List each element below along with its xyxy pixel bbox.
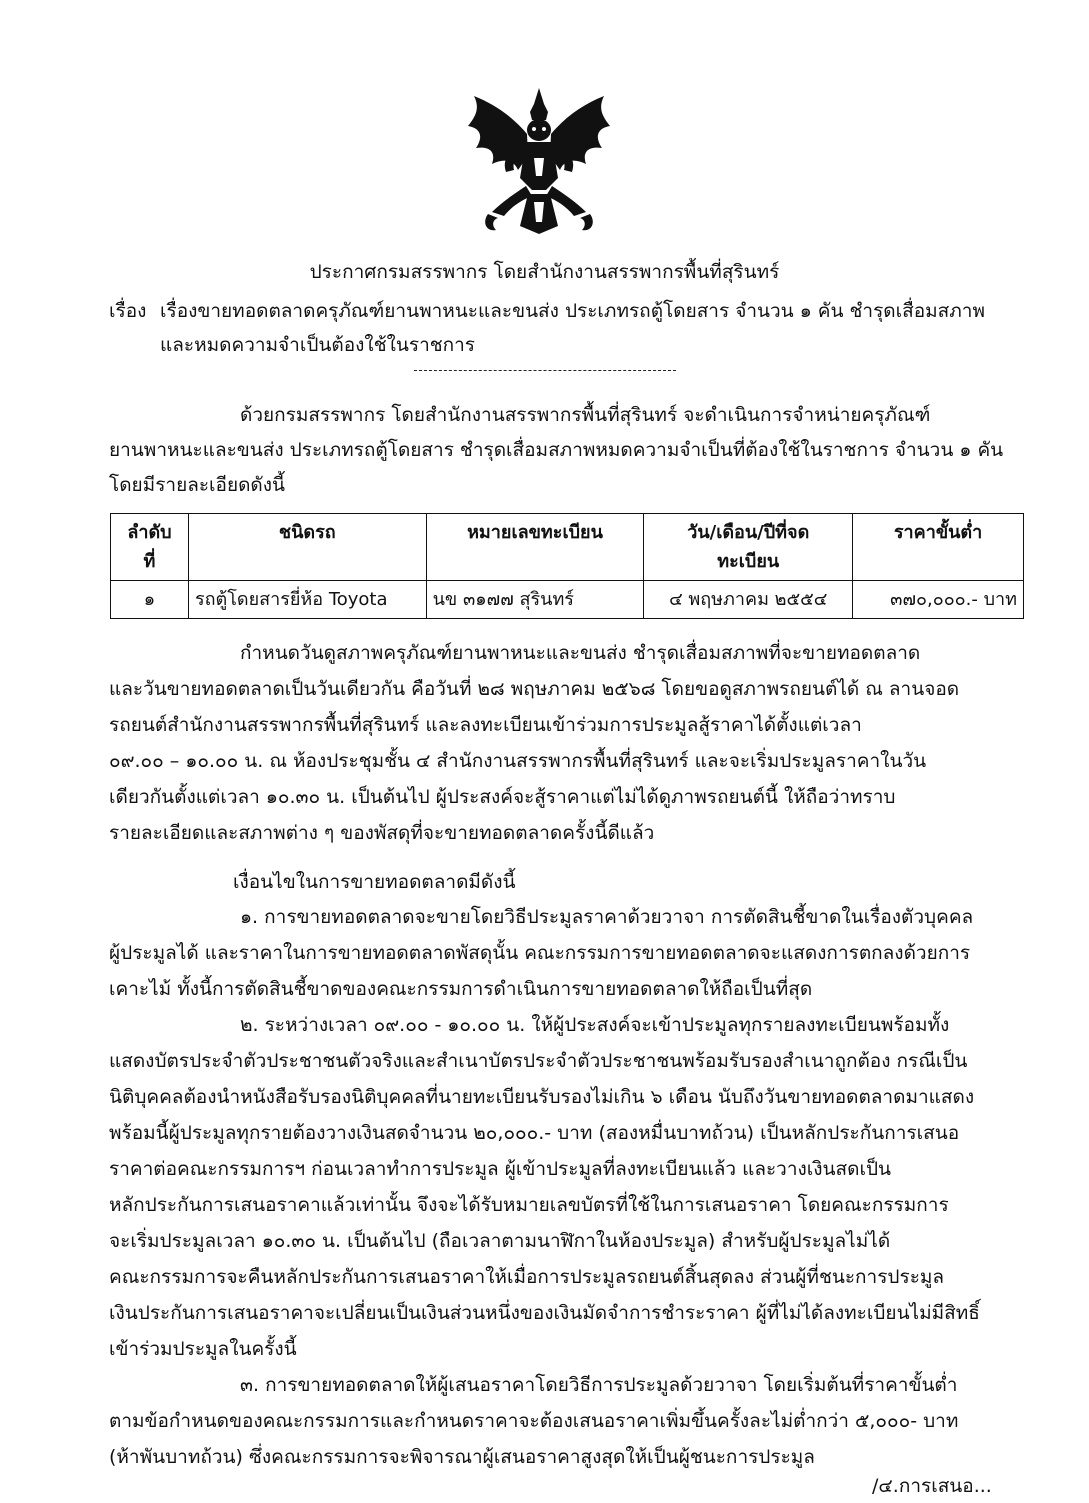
header-text: ที่ <box>143 551 156 572</box>
schedule-line: เดียวกันตั้งแต่เวลา ๑๐.๓๐ น. เป็นต้นไป ผู้ประสงค์จะสู้ราคาแต่ไม่ได้ดูภาพรถยนต์นี้ ให้ถือว่าทราบ <box>109 786 896 808</box>
condition-2-line: ๒. ระหว่างเวลา ๐๙.๐๐ - ๑๐.๐๐ น. ให้ผู้ประสงค์จะเข้าประมูลทุกรายลงทะเบียนพร้อมทั้ง <box>240 1014 950 1036</box>
subject-label: เรื่อง <box>109 300 147 322</box>
column-header-no <box>111 514 189 581</box>
column-header-date <box>644 514 853 581</box>
schedule-line: และวันขายทอดตลาดเป็นวันเดียวกัน คือวันที่ ๒๘ พฤษภาคม ๒๕๖๘ โดยขอดูสภาพรถยนต์ได้ ณ ลานจอด <box>109 678 960 700</box>
header-text: ลำดับ <box>127 522 172 543</box>
condition-1-line: เคาะไม้ ทั้งนี้การตัดสินชี้ขาดของคณะกรรมการดำเนินการขายทอดตลาดให้ถือเป็นที่สุด <box>109 978 813 1000</box>
column-header-type: ชนิดรถ <box>188 514 426 581</box>
condition-2-line: แสดงบัตรประจำตัวประชาชนตัวจริงและสำเนาบัตรประจำตัวประชาชนพร้อมรับรองสำเนาถูกต้อง กรณีเป็น <box>109 1050 968 1072</box>
cell-price: ๓๗๐,๐๐๐.- บาท <box>853 581 1024 619</box>
condition-1-line: ๑. การขายทอดตลาดจะขายโดยวิธีประมูลราคาด้วยวาจา การตัดสินชี้ขาดในเรื่องตัวบุคคล <box>240 906 974 928</box>
cell-type: รถตู้โดยสารยี่ห้อ Toyota <box>188 581 426 619</box>
intro-line: ยานพาหนะและขนส่ง ประเภทรถตู้โดยสาร ชำรุดเสื่อมสภาพหมดความจำเป็นที่ต้องใช้ในราชการ จำนวน ๑ คัน <box>109 439 1004 461</box>
condition-2-line: เข้าร่วมประมูลในครั้งนี้ <box>109 1338 297 1360</box>
condition-3-line: (ห้าพันบาทถ้วน) ซึ่งคณะกรรมการจะพิจารณาผู้เสนอราคาสูงสุดให้เป็นผู้ชนะการประมูล <box>109 1446 815 1468</box>
schedule-line: รถยนต์สำนักงานสรรพากรพื้นที่สุรินทร์ และลงทะเบียนเข้าร่วมการประมูลสู้ราคาได้ตั้งแต่เวลา <box>109 714 862 736</box>
schedule-line: กำหนดวันดูสภาพครุภัณฑ์ยานพาหนะและขนส่ง ชำรุดเสื่อมสภาพที่จะขายทอดตลาด <box>240 642 921 664</box>
table-row <box>111 581 1024 619</box>
header-divider <box>414 370 676 371</box>
vehicle-table <box>110 513 1024 619</box>
subject-line-2: และหมดความจำเป็นต้องใช้ในราชการ <box>160 334 476 356</box>
garuda-emblem-icon <box>462 86 616 236</box>
continuation-marker: /๔.การเสนอ... <box>872 1475 992 1497</box>
intro-line: โดยมีรายละเอียดดังนี้ <box>109 474 286 496</box>
condition-2-line: นิติบุคคลต้องนำหนังสือรับรองนิติบุคคลที่นายทะเบียนรับรองไม่เกิน ๖ เดือน นับถึงวันขายทอดตลาดมาแสดง <box>109 1086 975 1108</box>
schedule-line: ๐๙.๐๐ – ๑๐.๐๐ น. ณ ห้องประชุมชั้น ๔ สำนักงานสรรพากรพื้นที่สุรินทร์ และจะเริ่มประมูลราคาในวัน <box>109 750 927 772</box>
condition-2-line: ราคาต่อคณะกรรมการฯ ก่อนเวลาทำการประมูล ผู้เข้าประมูลที่ลงทะเบียนแล้ว และวางเงินสดเป็น <box>109 1158 892 1180</box>
cell-no: ๑ <box>111 581 189 619</box>
announcement-title: ประกาศกรมสรรพากร โดยสำนักงานสรรพากรพื้นที่สุรินทร์ <box>309 261 780 283</box>
condition-2-line: คณะกรรมการจะคืนหลักประกันการเสนอราคาให้เมื่อการประมูลรถยนต์สิ้นสุดลง ส่วนผู้ที่ชนะการประมูล <box>109 1266 945 1288</box>
subject-line-1: เรื่องขายทอดตลาดครุภัณฑ์ยานพาหนะและขนส่ง ประเภทรถตู้โดยสาร จำนวน ๑ คัน ชำรุดเสื่อมสภาพ <box>160 300 985 322</box>
column-header-price: ราคาขั้นต่ำ <box>853 514 1024 581</box>
intro-line: ด้วยกรมสรรพากร โดยสำนักงานสรรพากรพื้นที่สุรินทร์ จะดำเนินการจำหน่ายครุภัณฑ์ <box>240 404 931 426</box>
conditions-heading: เงื่อนไขในการขายทอดตลาดมีดังนี้ <box>233 871 516 893</box>
column-header-plate: หมายเลขทะเบียน <box>426 514 644 581</box>
header-text: วัน/เดือน/ปีที่จด <box>687 522 810 543</box>
condition-2-line: หลักประกันการเสนอราคาแล้วเท่านั้น จึงจะได้รับหมายเลขบัตรที่ใช้ในการเสนอราคา โดยคณะกรรมการ <box>109 1194 949 1216</box>
condition-2-line: เงินประกันการเสนอราคาจะเปลี่ยนเป็นเงินส่วนหนึ่งของเงินมัดจำการชำระราคา ผู้ที่ไม่ได้ลงทะเบียนไม่มีสิทธิ์ <box>109 1302 980 1324</box>
condition-2-line: พร้อมนี้ผู้ประมูลทุกรายต้องวางเงินสดจำนวน ๒๐,๐๐๐.- บาท (สองหมื่นบาทถ้วน) เป็นหลักประกันการเสนอ <box>109 1122 960 1144</box>
schedule-line: รายละเอียดและสภาพต่าง ๆ ของพัสดุที่จะขายทอดตลาดครั้งนี้ดีแล้ว <box>109 822 655 844</box>
cell-date: ๔ พฤษภาคม ๒๕๕๔ <box>644 581 853 619</box>
header-text: ทะเบียน <box>717 551 780 572</box>
cell-plate: นข ๓๑๗๗ สุรินทร์ <box>426 581 644 619</box>
condition-3-line: ตามข้อกำหนดของคณะกรรมการและกำหนดราคาจะต้องเสนอราคาเพิ่มขึ้นครั้งละไม่ต่ำกว่า ๕,๐๐๐- บาท <box>109 1410 959 1432</box>
table-header-row <box>111 514 1024 581</box>
condition-1-line: ผู้ประมูลได้ และราคาในการขายทอดตลาดพัสดุนั้น คณะกรรมการขายทอดตลาดจะแสดงการตกลงด้วยการ <box>109 942 971 964</box>
condition-3-line: ๓. การขายทอดตลาดให้ผู้เสนอราคาโดยวิธีการประมูลด้วยวาจา โดยเริ่มต้นที่ราคาขั้นต่ำ <box>240 1374 958 1396</box>
condition-2-line: จะเริ่มประมูลเวลา ๑๐.๓๐ น. เป็นต้นไป (ถือเวลาตามนาฬิกาในห้องประมูล) สำหรับผู้ประมูลไม่ได้ <box>109 1230 891 1252</box>
